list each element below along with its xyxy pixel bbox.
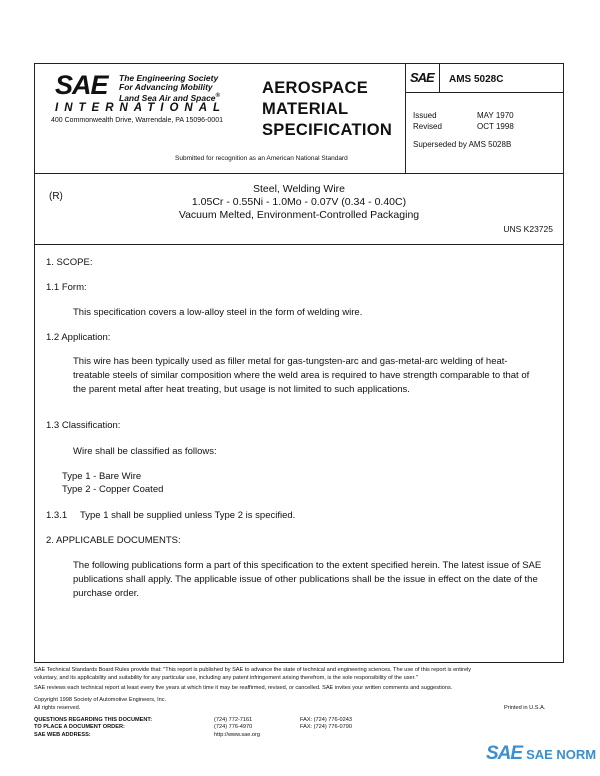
section-1-2-text: This wire has been typically used as filler metal for gas-tungsten-arc and gas-metal-arc welding of heat-treatable steels of similar composition where the weld area is required to have strength comparable to that of the parent metal after heat treating, but usage is not limited to such applications.	[73, 356, 530, 395]
revised-value: OCT 1998	[477, 122, 514, 131]
revised-label: Revised	[413, 122, 442, 131]
section-1-3-heading: 1.3 Classification:	[46, 420, 121, 431]
header-bottom-rule	[35, 173, 563, 174]
sae-address: 400 Commonwealth Drive, Warrendale, PA 15096-0001	[51, 117, 223, 124]
watermark-sae: SAE	[486, 743, 523, 764]
spec-title	[35, 183, 563, 222]
section-1-1-text: This specification covers a low-alloy steel in the form of welding wire.	[73, 307, 363, 318]
section-1-3-text: Wire shall be classified as follows:	[73, 446, 217, 457]
ams-box-vdivider	[439, 64, 440, 92]
uns-number: UNS K23725	[503, 224, 553, 234]
footer-rights: All rights reserved.	[34, 705, 81, 711]
section-1-3-1-number: 1.3.1	[46, 510, 68, 521]
order-label: TO PLACE A DOCUMENT ORDER:	[34, 724, 125, 730]
doc-type-line-1: AEROSPACE	[262, 79, 368, 97]
sae-small-logo: SAE	[410, 70, 434, 85]
footer-rules-line-2: voluntary, and its applicability and suitability for any particular use, including any patent infringement arising therefrom, is the sole responsibility of the user."	[34, 675, 418, 681]
superseded-note: Superseded by AMS 5028B	[413, 140, 512, 149]
tagline-line-1: The Engineering Society	[119, 73, 219, 83]
issued-label: Issued	[413, 111, 437, 120]
type-1-item: Type 1 - Bare Wire	[62, 471, 142, 482]
title-line-2: 1.05Cr - 0.55Ni - 1.0Mo - 0.07V (0.34 - 0.40C)	[191, 196, 407, 208]
section-2-text: The following publications form a part of this specification to the extent specified herein. The latest issue of SAE publications shall apply. The applicable issue of other publications shall be the issue in effect on the date of the purchase order.	[73, 560, 542, 599]
title-line-1: Steel, Welding Wire	[252, 183, 345, 195]
footer-copyright: Copyright 1998 Society of Automotive Engineers, Inc.	[34, 697, 167, 703]
order-fax: FAX: (724) 776-0790	[300, 724, 352, 730]
title-line-3: Vacuum Melted, Environment-Controlled Packaging	[178, 209, 420, 221]
document-type	[262, 78, 392, 141]
section-1-3-1-text: Type 1 shall be supplied unless Type 2 is specified.	[80, 510, 296, 521]
sae-tagline	[119, 74, 259, 103]
ams-box-divider	[405, 92, 563, 93]
international-label: INTERNATIONAL	[55, 102, 227, 114]
questions-label: QUESTIONS REGARDING THIS DOCUMENT:	[34, 717, 153, 723]
ams-number: AMS 5028C	[449, 74, 504, 85]
questions-phone: (724) 772-7161	[214, 717, 253, 723]
section-2-heading: 2. APPLICABLE DOCUMENTS:	[46, 535, 181, 546]
sae-logo: SAE	[55, 70, 108, 100]
section-1-2-heading: 1.2 Application:	[46, 332, 111, 343]
section-1-heading: 1. SCOPE:	[46, 257, 93, 268]
header-divider	[405, 64, 406, 173]
revision-mark: (R)	[49, 191, 63, 202]
type-2-item: Type 2 - Copper Coated	[62, 484, 164, 495]
issued-value: MAY 1970	[477, 111, 514, 120]
submitted-note: Submitted for recognition as an American National Standard	[175, 155, 348, 162]
questions-fax: FAX: (724) 776-0243	[300, 717, 352, 723]
doc-type-line-2: MATERIAL	[262, 100, 349, 118]
sae-norm-watermark	[486, 743, 596, 765]
title-bottom-rule	[35, 244, 563, 245]
tagline-line-2: For Advancing Mobility	[119, 82, 213, 92]
watermark-norm: SAE NORM	[526, 747, 597, 762]
tagline-line-3: Land Sea Air and Space®	[119, 92, 220, 103]
doc-type-line-3: SPECIFICATION	[262, 121, 393, 139]
footer-printed: Printed in U.S.A.	[504, 705, 546, 711]
web-label: SAE WEB ADDRESS:	[34, 732, 91, 738]
footer-rules-line-1: SAE Technical Standards Board Rules provide that: "This report is published by SAE to advance the state of technical and engineering sciences. The use of this report is entirely	[34, 667, 472, 673]
order-phone: (724) 776-4970	[214, 724, 253, 730]
section-1-1-heading: 1.1 Form:	[46, 282, 87, 293]
web-url[interactable]: http://www.sae.org	[214, 732, 261, 738]
footer-review-note: SAE reviews each technical report at least every five years at which time it may be reaffirmed, revised, or cancelled. SAE invites your written comments and suggestions.	[34, 685, 453, 691]
